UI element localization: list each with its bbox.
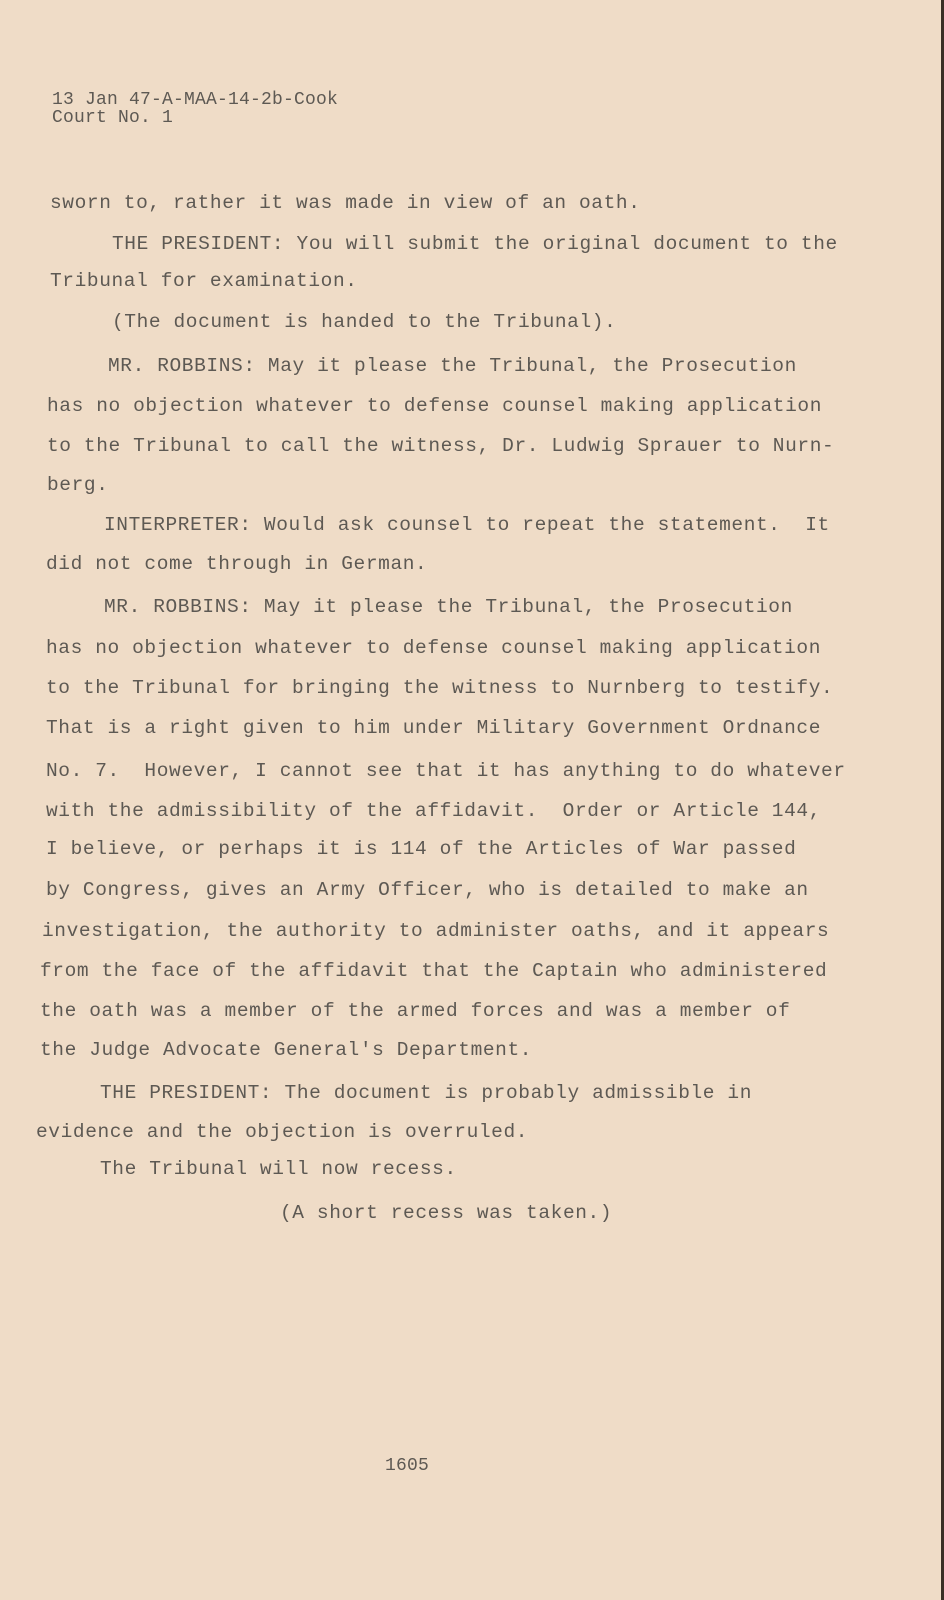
text-line: THE PRESIDENT: You will submit the original document to the bbox=[112, 233, 838, 255]
text-line: investigation, the authority to administer oaths, and it appears bbox=[42, 920, 830, 942]
text-line: Tribunal for examination. bbox=[50, 270, 358, 292]
text-line: (The document is handed to the Tribunal). bbox=[112, 311, 617, 333]
text-line: MR. ROBBINS: May it please the Tribunal, the Prosecution bbox=[108, 355, 797, 377]
text-line: has no objection whatever to defense counsel making application bbox=[46, 637, 822, 659]
text-line: to the Tribunal to call the witness, Dr. Ludwig Sprauer to Nurn- bbox=[47, 435, 835, 457]
text-line: with the admissibility of the affidavit. Order or Article 144, bbox=[46, 800, 822, 822]
header-line-2: Court No. 1 bbox=[52, 108, 174, 128]
text-line: (A short recess was taken.) bbox=[280, 1202, 613, 1224]
text-line: The Tribunal will now recess. bbox=[100, 1158, 457, 1180]
text-line: No. 7. However, I cannot see that it has anything to do whatever bbox=[46, 760, 846, 782]
text-line: sworn to, rather it was made in view of an oath. bbox=[50, 192, 641, 214]
text-line: by Congress, gives an Army Officer, who is detailed to make an bbox=[46, 879, 809, 901]
text-line: INTERPRETER: Would ask counsel to repeat the statement. It bbox=[104, 514, 830, 536]
text-line: THE PRESIDENT: The document is probably admissible in bbox=[100, 1082, 753, 1104]
text-line: MR. ROBBINS: May it please the Tribunal, the Prosecution bbox=[104, 596, 793, 618]
page-number: 1605 bbox=[385, 1456, 430, 1476]
text-line: berg. bbox=[47, 474, 109, 496]
text-line: the oath was a member of the armed forces and was a member of bbox=[40, 1000, 791, 1022]
text-line: evidence and the objection is overruled. bbox=[36, 1121, 529, 1143]
text-line: did not come through in German. bbox=[46, 553, 428, 575]
text-line: from the face of the affidavit that the Captain who administered bbox=[40, 960, 828, 982]
text-line: to the Tribunal for bringing the witness to Nurnberg to testify. bbox=[46, 677, 834, 699]
text-line: the Judge Advocate General's Department. bbox=[40, 1039, 533, 1061]
header-line-1: 13 Jan 47-A-MAA-14-2b-Cook bbox=[52, 90, 339, 110]
text-line: That is a right given to him under Military Government Ordnance bbox=[46, 717, 822, 739]
text-line: has no objection whatever to defense counsel making application bbox=[47, 395, 823, 417]
text-line: I believe, or perhaps it is 114 of the Articles of War passed bbox=[46, 838, 797, 860]
